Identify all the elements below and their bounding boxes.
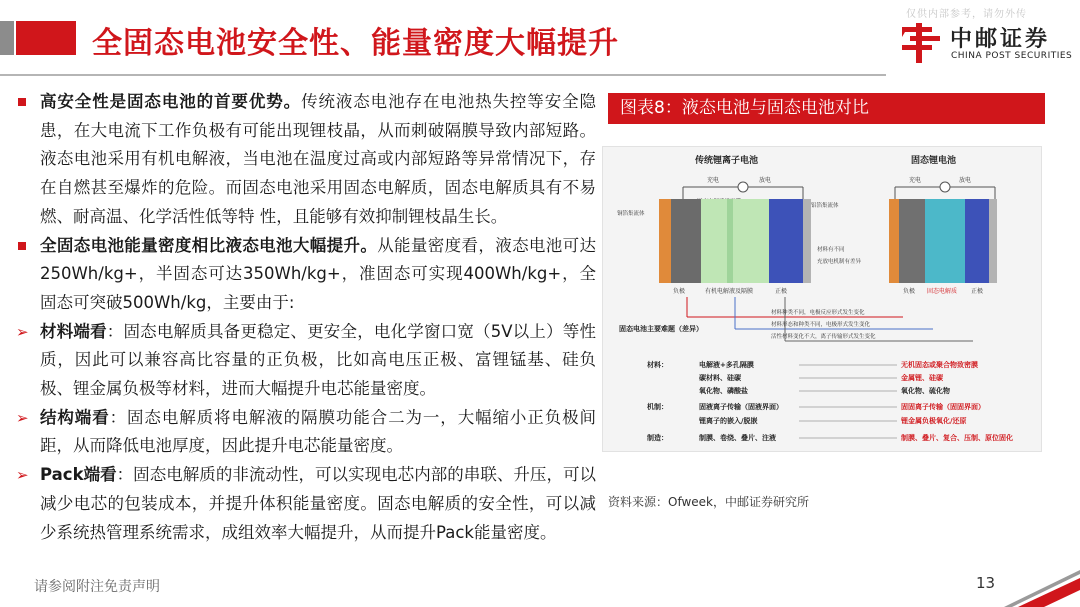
paragraph-heading: 结构端看 [40,407,110,427]
square-bullet-icon [18,98,26,106]
square-bullet-icon [18,242,26,250]
row-category: 机制： [647,403,668,411]
logo-english-name: CHINA POST SECURITIES [951,51,1073,61]
solid-anode-label: 负极 [903,288,916,295]
paragraph-pack [16,461,596,547]
paragraph-heading: 全固态电池能量密度相比液态电池大幅提升。 [40,235,378,255]
logo-chinese-name: 中邮证券 [950,27,1051,52]
paragraph-text: 传统液态电池存在电池热失控等安全隐患，在大电流下工作负极有可能出现锂枝晶，从而刺破隔膜导致内部短路。液态电池采用有机电解液，当电池在温度过高或内部短路等异常情况下，存在自燃甚至爆炸的危险。而固态电池采用固态电解质，固态电解质具有不易燃、耐高温、化学活性低等特 性，且能够有效抑制锂枝晶生长。 [40,92,597,226]
solid-cathode [965,199,989,283]
note-material: 材料有不同 [817,247,845,253]
aluminium-foil [803,199,811,283]
paragraph-safety [16,88,596,232]
row-left: 氧化物、磷酸盐 [699,387,748,395]
figure-title: 图表8：液态电池与固态电池对比 [608,93,1045,124]
liquid-cathode-label: 正极 [775,288,788,295]
mid-note-1: 材料种类不同，电极反应形式发生变化 [771,310,865,316]
row-category: 材料： [647,361,668,369]
header-gray-bar [0,21,14,55]
row-left: 固液离子传输（固液界面） [699,403,783,411]
paragraph-text: 从能量密度看，液态电池可达250Wh/kg+，半固态可达350Wh/kg+，准固态可实现400Wh/kg+，全固态可突破500Wh/kg，主要由于: [40,235,596,312]
page-number: 13 [976,574,996,592]
paragraph-heading: 材料端看 [40,321,107,341]
watermark-text: 仅供内部参考，请勿外传 [906,9,1027,20]
note-mechanism: 充放电机制有差异 [817,259,862,265]
row-category: 制造： [647,434,668,442]
solid-anode [899,199,925,283]
paragraph-text: ：固态电解质将电解液的隔膜功能合二为一，大幅缩小正负极间距，从而降低电池厚度，因此提升电芯能量密度。 [40,407,597,456]
mid-note-2: 材料形态和种类不同，电极形式发生变化 [771,322,871,328]
row-right: 无机固态或聚合物致密膜 [901,361,978,369]
row-right: 锂金属负极氧化/还原 [901,417,967,425]
battery-comparison-diagram [603,147,1041,451]
row-right: 固固离子传输（固固界面） [901,403,985,411]
page-title: 全固态电池安全性、能量密度大幅提升 [92,26,619,61]
row-left: 制膜、卷绕、叠片、注液 [699,434,776,442]
body-text [16,88,596,547]
liquid-battery-label: 传统锂离子电池 [695,156,759,166]
arrow-bullet-icon: ➢ [16,466,29,485]
row-left: 锂离子的嵌入/脱嵌 [699,417,758,425]
liquid-electrolyte-label: 有机电解液及隔膜 [705,288,754,295]
paragraph-energy-density [16,232,596,318]
paragraph-heading: 高安全性是固态电池的首要优势。 [40,92,302,111]
solid-electrolyte-label: 固态电解质 [927,288,958,295]
separator [727,199,733,283]
liquid-cathode [769,199,803,283]
solid-cathode-label: 正极 [971,288,984,295]
bulb-icon [738,182,748,192]
copper-collector-label: 铜箔集流体 [617,211,645,217]
paragraph-structure [16,404,596,461]
paragraph-heading: Pack端看 [40,465,117,485]
discharge-label: 放电 [759,177,772,184]
solid-battery-label: 固态锂电池 [911,156,957,166]
row-right: 金属锂、硅碳 [901,374,943,382]
row-left: 碳材料、硅碳 [699,374,741,382]
disclaimer-text: 请参阅附注免责声明 [34,579,160,595]
row-right: 氧化物、硫化物 [901,387,950,395]
solid-copper-foil [889,199,899,283]
charge-label: 充电 [707,177,720,184]
figure-source: 资料来源：Ofweek，中邮证券研究所 [608,495,809,509]
paragraph-material [16,318,596,404]
header-red-block [16,21,76,55]
paragraph-text: ：固态电解质具备更稳定、更安全，电化学窗口宽（5V以上）等性质，因此可以兼容高比容量的正负极，比如高电压正极、富锂锰基、硅负极、锂金属负极等材料，进而大幅提升电芯能量密度。 [40,321,596,399]
mid-note-3: 活性材料变化不大，离子传输形式发生变化 [771,334,876,340]
arrow-bullet-icon: ➢ [16,408,29,427]
bulb-icon [940,182,950,192]
row-left: 电解液+多孔隔膜 [699,361,754,369]
discharge-label: 放电 [959,177,972,184]
liquid-anode [671,199,701,283]
liquid-anode-label: 负极 [673,288,686,295]
solid-electrolyte [925,199,965,283]
battery-comparison-figure [602,146,1042,452]
china-post-logo-icon [900,23,944,63]
aluminium-collector-label: 铝箔集流体 [811,203,839,209]
diff-title: 固态电池主要难题（差异） [619,325,703,333]
header-divider [0,74,886,76]
paragraph-text: ：固态电解质的非流动性，可以实现电芯内部的串联、升压，可以减少电芯的包装成本，并提升体积能量密度。固态电解质的安全性，可以减少系统热管理系统需求，成组效率大幅提升，从而提升Pack能量密度。 [40,465,597,542]
row-right: 制膜、叠片、复合、压制、原位固化 [901,434,1013,442]
copper-foil [659,199,671,283]
arrow-bullet-icon: ➢ [16,322,29,341]
solid-aluminium-foil [989,199,997,283]
liquid-electrolyte [701,199,769,283]
charge-label: 充电 [909,177,922,184]
footer-stripe [1004,560,1080,607]
